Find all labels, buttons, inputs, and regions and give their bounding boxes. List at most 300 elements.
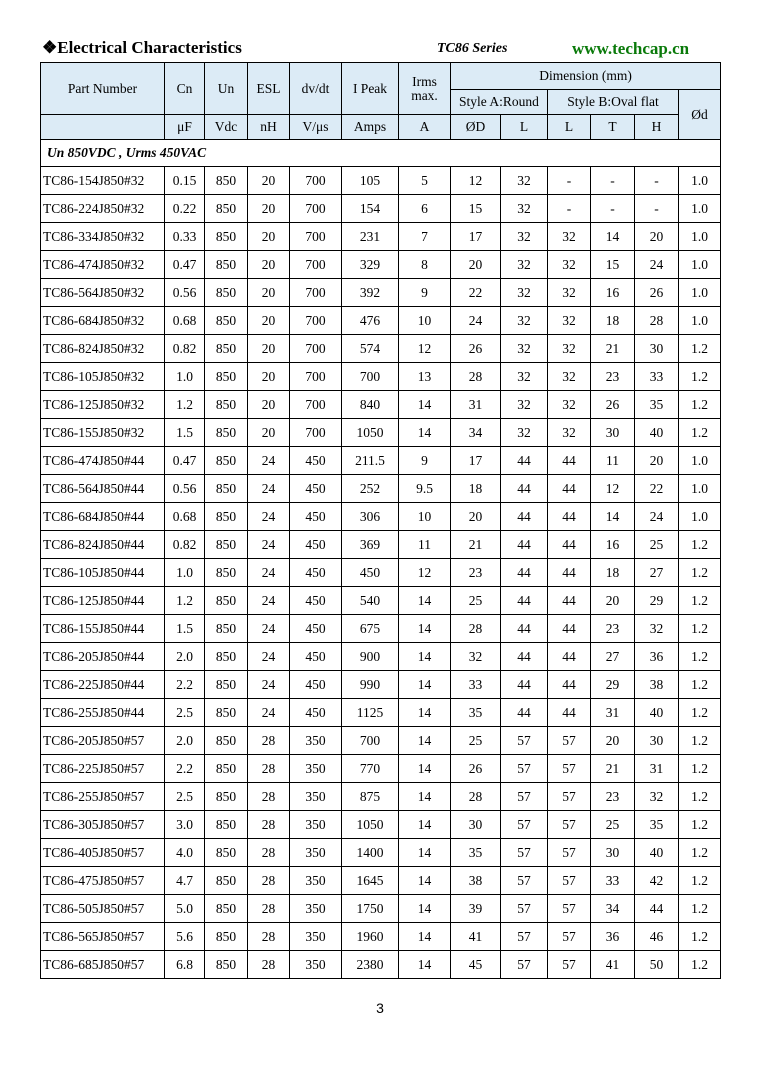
cell-t-oval: 16: [591, 531, 635, 559]
cell-dvdt: 700: [290, 223, 342, 251]
cell-l-oval: 44: [548, 503, 591, 531]
cell-cn: 1.0: [165, 363, 205, 391]
cell-l-oval: 57: [548, 923, 591, 951]
cell-l-oval: 44: [548, 615, 591, 643]
unit-cell: ØD: [451, 115, 501, 140]
cell-irms: 14: [399, 615, 451, 643]
cell-l-round: 44: [501, 699, 548, 727]
cell-irms: 14: [399, 923, 451, 951]
cell-ipeak: 540: [342, 587, 399, 615]
cell-od-round: 20: [451, 251, 501, 279]
cell-l-oval: 57: [548, 839, 591, 867]
table-row: [41, 447, 721, 475]
cell-irms: 10: [399, 503, 451, 531]
cell-esl: 28: [248, 895, 290, 923]
cell-esl: 28: [248, 783, 290, 811]
cell-irms: 14: [399, 643, 451, 671]
cell-od-round: 22: [451, 279, 501, 307]
cell-esl: 28: [248, 727, 290, 755]
cell-ipeak: 1400: [342, 839, 399, 867]
cell-t-oval: 27: [591, 643, 635, 671]
cell-part-number: TC86-154J850#32: [41, 167, 165, 195]
cell-lead-diameter: 1.2: [679, 895, 721, 923]
cell-esl: 24: [248, 531, 290, 559]
cell-lead-diameter: 1.0: [679, 251, 721, 279]
cell-l-round: 32: [501, 279, 548, 307]
cell-irms: 8: [399, 251, 451, 279]
cell-dvdt: 700: [290, 195, 342, 223]
cell-un: 850: [205, 503, 248, 531]
cell-t-oval: 34: [591, 895, 635, 923]
cell-un: 850: [205, 559, 248, 587]
cell-lead-diameter: 1.2: [679, 531, 721, 559]
header-od: Ød: [679, 90, 721, 140]
cell-h-oval: 24: [635, 503, 679, 531]
cell-od-round: 31: [451, 391, 501, 419]
cell-cn: 2.2: [165, 671, 205, 699]
cell-t-oval: 18: [591, 307, 635, 335]
header-irms-line1: Irms: [412, 73, 437, 89]
cell-part-number: TC86-125J850#32: [41, 391, 165, 419]
page-number: 3: [376, 1000, 384, 1016]
cell-lead-diameter: 1.2: [679, 391, 721, 419]
cell-un: 850: [205, 615, 248, 643]
cell-l-oval: 57: [548, 811, 591, 839]
cell-cn: 2.0: [165, 643, 205, 671]
cell-irms: 11: [399, 531, 451, 559]
cell-cn: 0.47: [165, 251, 205, 279]
cell-h-oval: 27: [635, 559, 679, 587]
cell-cn: 6.8: [165, 951, 205, 979]
table-row: [41, 615, 721, 643]
cell-t-oval: 12: [591, 475, 635, 503]
cell-esl: 24: [248, 643, 290, 671]
cell-cn: 2.0: [165, 727, 205, 755]
cell-l-round: 32: [501, 391, 548, 419]
cell-irms: 14: [399, 587, 451, 615]
cell-t-oval: 20: [591, 727, 635, 755]
cell-esl: 20: [248, 223, 290, 251]
cell-lead-diameter: 1.2: [679, 867, 721, 895]
cell-h-oval: 35: [635, 811, 679, 839]
table-row: [41, 559, 721, 587]
cell-part-number: TC86-334J850#32: [41, 223, 165, 251]
section-title-text: Electrical Characteristics: [57, 38, 242, 57]
cell-un: 850: [205, 279, 248, 307]
cell-h-oval: 44: [635, 895, 679, 923]
cell-dvdt: 350: [290, 867, 342, 895]
cell-h-oval: 20: [635, 447, 679, 475]
cell-cn: 0.82: [165, 335, 205, 363]
cell-l-oval: 32: [548, 335, 591, 363]
cell-esl: 20: [248, 167, 290, 195]
cell-l-oval: 57: [548, 951, 591, 979]
cell-esl: 20: [248, 391, 290, 419]
cell-part-number: TC86-225J850#57: [41, 755, 165, 783]
cell-esl: 28: [248, 867, 290, 895]
cell-part-number: TC86-255J850#57: [41, 783, 165, 811]
cell-irms: 9.5: [399, 475, 451, 503]
series-label: TC86 Series: [437, 41, 508, 56]
cell-od-round: 20: [451, 503, 501, 531]
cell-od-round: 24: [451, 307, 501, 335]
cell-h-oval: 30: [635, 727, 679, 755]
cell-l-round: 32: [501, 195, 548, 223]
cell-un: 850: [205, 755, 248, 783]
cell-dvdt: 700: [290, 335, 342, 363]
cell-od-round: 17: [451, 447, 501, 475]
cell-dvdt: 700: [290, 307, 342, 335]
cell-t-oval: 21: [591, 335, 635, 363]
unit-cell: μF: [165, 115, 205, 140]
cell-irms: 14: [399, 839, 451, 867]
cell-esl: 20: [248, 363, 290, 391]
table-row: [41, 643, 721, 671]
cell-l-round: 44: [501, 503, 548, 531]
table-row: [41, 503, 721, 531]
cell-dvdt: 700: [290, 391, 342, 419]
cell-h-oval: 26: [635, 279, 679, 307]
cell-ipeak: 700: [342, 727, 399, 755]
unit-cell: V/μs: [290, 115, 342, 140]
cell-t-oval: 31: [591, 699, 635, 727]
cell-t-oval: 29: [591, 671, 635, 699]
cell-irms: 12: [399, 559, 451, 587]
unit-cell: Vdc: [205, 115, 248, 140]
cell-t-oval: 23: [591, 783, 635, 811]
cell-l-oval: 32: [548, 419, 591, 447]
section-title: [42, 38, 242, 58]
cell-t-oval: 14: [591, 223, 635, 251]
table-row: [41, 167, 721, 195]
cell-ipeak: 700: [342, 363, 399, 391]
cell-un: 850: [205, 447, 248, 475]
cell-l-round: 32: [501, 363, 548, 391]
header-ipeak: I Peak: [342, 63, 399, 115]
cell-irms: 10: [399, 307, 451, 335]
header-un: Un: [205, 63, 248, 115]
cell-part-number: TC86-255J850#44: [41, 699, 165, 727]
cell-t-oval: -: [591, 195, 635, 223]
cell-l-oval: 57: [548, 783, 591, 811]
cell-part-number: TC86-685J850#57: [41, 951, 165, 979]
cell-cn: 3.0: [165, 811, 205, 839]
cell-od-round: 26: [451, 755, 501, 783]
cell-un: 850: [205, 167, 248, 195]
cell-un: 850: [205, 699, 248, 727]
cell-dvdt: 450: [290, 587, 342, 615]
cell-lead-diameter: 1.2: [679, 699, 721, 727]
cell-h-oval: 22: [635, 475, 679, 503]
cell-ipeak: 476: [342, 307, 399, 335]
table-row: [41, 671, 721, 699]
cell-dvdt: 450: [290, 475, 342, 503]
cell-un: 850: [205, 811, 248, 839]
cell-lead-diameter: 1.0: [679, 223, 721, 251]
cell-od-round: 39: [451, 895, 501, 923]
cell-part-number: TC86-475J850#57: [41, 867, 165, 895]
cell-h-oval: 30: [635, 335, 679, 363]
cell-l-round: 44: [501, 531, 548, 559]
cell-t-oval: 11: [591, 447, 635, 475]
cell-l-oval: 32: [548, 251, 591, 279]
table-row: [41, 531, 721, 559]
cell-cn: 5.0: [165, 895, 205, 923]
cell-h-oval: 33: [635, 363, 679, 391]
cell-ipeak: 574: [342, 335, 399, 363]
cell-part-number: TC86-305J850#57: [41, 811, 165, 839]
cell-l-round: 57: [501, 811, 548, 839]
cell-h-oval: -: [635, 195, 679, 223]
section-label: Un 850VDC , Urms 450VAC: [41, 140, 721, 167]
cell-lead-diameter: 1.0: [679, 503, 721, 531]
cell-irms: 14: [399, 391, 451, 419]
table-row: [41, 699, 721, 727]
cell-l-oval: 57: [548, 755, 591, 783]
unit-cell: L: [548, 115, 591, 140]
cell-ipeak: 1750: [342, 895, 399, 923]
cell-od-round: 35: [451, 839, 501, 867]
cell-lead-diameter: 1.2: [679, 587, 721, 615]
website-link[interactable]: www.techcap.cn: [572, 39, 690, 58]
cell-l-round: 57: [501, 923, 548, 951]
cell-un: 850: [205, 951, 248, 979]
header-part-number: Part Number: [41, 63, 165, 115]
header-dimension: Dimension (mm): [451, 63, 721, 90]
cell-l-oval: 57: [548, 727, 591, 755]
cell-lead-diameter: 1.2: [679, 755, 721, 783]
cell-esl: 20: [248, 307, 290, 335]
cell-part-number: TC86-105J850#32: [41, 363, 165, 391]
cell-irms: 9: [399, 279, 451, 307]
cell-dvdt: 450: [290, 503, 342, 531]
table-body: [41, 140, 721, 979]
cell-part-number: TC86-155J850#32: [41, 419, 165, 447]
cell-h-oval: 36: [635, 643, 679, 671]
cell-esl: 28: [248, 839, 290, 867]
cell-h-oval: 40: [635, 839, 679, 867]
cell-od-round: 18: [451, 475, 501, 503]
cell-dvdt: 700: [290, 279, 342, 307]
cell-od-round: 28: [451, 615, 501, 643]
cell-dvdt: 450: [290, 615, 342, 643]
unit-cell: H: [635, 115, 679, 140]
cell-od-round: 45: [451, 951, 501, 979]
cell-dvdt: 350: [290, 727, 342, 755]
table-row: [41, 783, 721, 811]
cell-h-oval: 25: [635, 531, 679, 559]
units-row: [41, 115, 721, 140]
cell-cn: 0.56: [165, 475, 205, 503]
cell-dvdt: 700: [290, 167, 342, 195]
cell-od-round: 26: [451, 335, 501, 363]
cell-dvdt: 350: [290, 839, 342, 867]
cell-lead-diameter: 1.2: [679, 615, 721, 643]
cell-esl: 24: [248, 475, 290, 503]
cell-lead-diameter: 1.2: [679, 951, 721, 979]
table-row: [41, 923, 721, 951]
cell-part-number: TC86-474J850#32: [41, 251, 165, 279]
cell-dvdt: 700: [290, 419, 342, 447]
cell-l-oval: 44: [548, 671, 591, 699]
cell-od-round: 41: [451, 923, 501, 951]
cell-cn: 0.56: [165, 279, 205, 307]
cell-irms: 13: [399, 363, 451, 391]
cell-irms: 14: [399, 755, 451, 783]
cell-irms: 14: [399, 951, 451, 979]
cell-od-round: 25: [451, 727, 501, 755]
electrical-characteristics-table: [40, 62, 721, 979]
cell-un: 850: [205, 531, 248, 559]
cell-part-number: TC86-224J850#32: [41, 195, 165, 223]
table-row: [41, 335, 721, 363]
cell-od-round: 30: [451, 811, 501, 839]
cell-l-round: 44: [501, 447, 548, 475]
cell-l-oval: 32: [548, 307, 591, 335]
cell-un: 850: [205, 783, 248, 811]
header-style-b: Style B:Oval flat: [548, 90, 679, 115]
cell-irms: 7: [399, 223, 451, 251]
cell-irms: 14: [399, 867, 451, 895]
cell-ipeak: 900: [342, 643, 399, 671]
cell-l-round: 32: [501, 307, 548, 335]
cell-dvdt: 700: [290, 251, 342, 279]
table-row: [41, 391, 721, 419]
cell-part-number: TC86-684J850#32: [41, 307, 165, 335]
cell-l-round: 44: [501, 671, 548, 699]
cell-l-round: 44: [501, 559, 548, 587]
cell-esl: 24: [248, 615, 290, 643]
cell-t-oval: 23: [591, 615, 635, 643]
cell-part-number: TC86-564J850#32: [41, 279, 165, 307]
cell-cn: 4.7: [165, 867, 205, 895]
cell-ipeak: 369: [342, 531, 399, 559]
cell-l-oval: 44: [548, 559, 591, 587]
cell-l-round: 57: [501, 783, 548, 811]
cell-od-round: 34: [451, 419, 501, 447]
cell-t-oval: 30: [591, 419, 635, 447]
header-cn: Cn: [165, 63, 205, 115]
cell-un: 850: [205, 895, 248, 923]
cell-lead-diameter: 1.2: [679, 783, 721, 811]
cell-part-number: TC86-105J850#44: [41, 559, 165, 587]
cell-lead-diameter: 1.2: [679, 839, 721, 867]
cell-cn: 2.5: [165, 783, 205, 811]
cell-un: 850: [205, 867, 248, 895]
cell-ipeak: 1050: [342, 419, 399, 447]
cell-un: 850: [205, 335, 248, 363]
table-row: [41, 587, 721, 615]
cell-un: 850: [205, 727, 248, 755]
cell-ipeak: 840: [342, 391, 399, 419]
diamond-bullet-icon: ❖: [42, 38, 58, 57]
cell-t-oval: 15: [591, 251, 635, 279]
cell-part-number: TC86-824J850#44: [41, 531, 165, 559]
cell-esl: 20: [248, 419, 290, 447]
cell-un: 850: [205, 223, 248, 251]
cell-esl: 20: [248, 195, 290, 223]
cell-part-number: TC86-565J850#57: [41, 923, 165, 951]
cell-part-number: TC86-684J850#44: [41, 503, 165, 531]
cell-t-oval: 16: [591, 279, 635, 307]
cell-cn: 0.82: [165, 531, 205, 559]
cell-l-oval: 32: [548, 223, 591, 251]
cell-t-oval: 23: [591, 363, 635, 391]
cell-part-number: TC86-125J850#44: [41, 587, 165, 615]
cell-h-oval: 20: [635, 223, 679, 251]
cell-esl: 28: [248, 811, 290, 839]
unit-cell: L: [501, 115, 548, 140]
cell-ipeak: 211.5: [342, 447, 399, 475]
cell-ipeak: 770: [342, 755, 399, 783]
cell-od-round: 23: [451, 559, 501, 587]
cell-esl: 20: [248, 335, 290, 363]
cell-cn: 1.2: [165, 391, 205, 419]
cell-od-round: 12: [451, 167, 501, 195]
cell-part-number: TC86-225J850#44: [41, 671, 165, 699]
unit-part-number: [41, 115, 165, 140]
page-header: [40, 36, 720, 62]
cell-t-oval: 21: [591, 755, 635, 783]
cell-l-oval: 44: [548, 531, 591, 559]
unit-cell: nH: [248, 115, 290, 140]
cell-cn: 2.2: [165, 755, 205, 783]
cell-cn: 5.6: [165, 923, 205, 951]
cell-irms: 12: [399, 335, 451, 363]
cell-cn: 1.2: [165, 587, 205, 615]
cell-h-oval: 32: [635, 615, 679, 643]
header-irms-line2: max.: [411, 87, 438, 103]
cell-ipeak: 105: [342, 167, 399, 195]
cell-un: 850: [205, 475, 248, 503]
cell-h-oval: 35: [635, 391, 679, 419]
cell-part-number: TC86-564J850#44: [41, 475, 165, 503]
cell-dvdt: 350: [290, 895, 342, 923]
cell-ipeak: 1645: [342, 867, 399, 895]
cell-irms: 14: [399, 699, 451, 727]
cell-un: 850: [205, 671, 248, 699]
cell-ipeak: 1050: [342, 811, 399, 839]
cell-un: 850: [205, 363, 248, 391]
cell-l-round: 57: [501, 839, 548, 867]
cell-lead-diameter: 1.2: [679, 419, 721, 447]
cell-h-oval: 32: [635, 783, 679, 811]
cell-ipeak: 329: [342, 251, 399, 279]
cell-t-oval: 18: [591, 559, 635, 587]
cell-h-oval: 40: [635, 419, 679, 447]
cell-l-round: 44: [501, 643, 548, 671]
cell-l-oval: 44: [548, 475, 591, 503]
cell-irms: 14: [399, 419, 451, 447]
cell-lead-diameter: 1.2: [679, 727, 721, 755]
cell-lead-diameter: 1.2: [679, 559, 721, 587]
cell-ipeak: 675: [342, 615, 399, 643]
cell-t-oval: 14: [591, 503, 635, 531]
cell-l-round: 44: [501, 475, 548, 503]
table-row: [41, 839, 721, 867]
cell-dvdt: 450: [290, 559, 342, 587]
cell-l-round: 32: [501, 335, 548, 363]
cell-ipeak: 154: [342, 195, 399, 223]
cell-un: 850: [205, 391, 248, 419]
header-row: [41, 63, 721, 90]
cell-lead-diameter: 1.2: [679, 811, 721, 839]
table-row: [41, 895, 721, 923]
cell-part-number: TC86-824J850#32: [41, 335, 165, 363]
cell-od-round: 25: [451, 587, 501, 615]
cell-h-oval: -: [635, 167, 679, 195]
table-row: [41, 279, 721, 307]
